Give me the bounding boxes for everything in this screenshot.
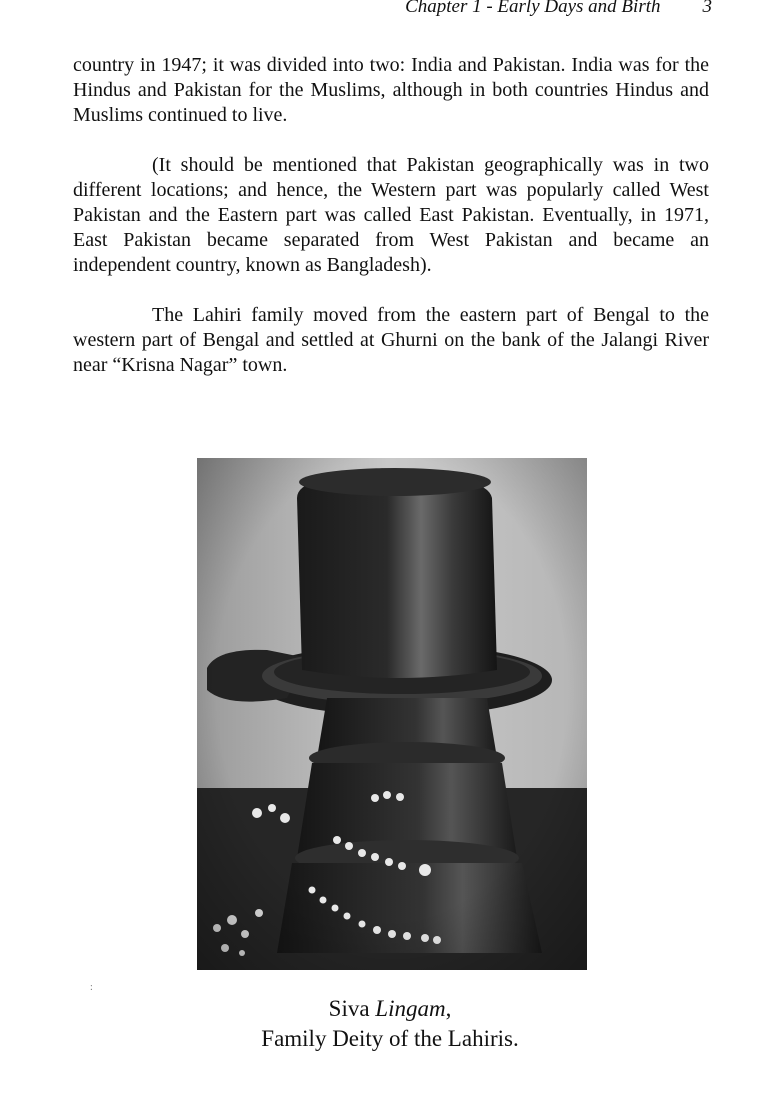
caption-comma: , [445,996,452,1021]
running-header [405,0,712,18]
paragraph-continued: country in 1947; it was divided into two: India and Pakistan. India was for the Hindus and Pakistan for the Muslims, although in both countries Hindus and Muslims continued to live. [73,54,709,126]
siva-lingam-photo [197,458,587,970]
caption-siva: Siva [328,996,376,1021]
caption-lingam: Lingam [375,996,446,1021]
paragraph-pakistan-note: (It should be mentioned that Pakistan geographically was in two different locations; and hence, the Western part was popularly called West Pakistan and the Eastern part was called East Pakistan. Eventually, in 1971, East Pakistan became separated from West Pakistan and became an independent country, known as Bangladesh). [73,154,709,276]
stray-mark: : [90,982,93,993]
chapter-title: Chapter 1 - Early Days and Birth [405,0,661,17]
body-text [73,53,709,403]
caption-line-1 [0,994,780,1024]
paragraph-lahiri-family: The Lahiri family moved from the eastern part of Bengal to the western part of Bengal and settled at Ghurni on the bank of the Jalangi River near “Krisna Nagar” town. [73,304,709,376]
caption-line-2: Family Deity of the Lahiris. [261,1026,519,1051]
photo-caption [0,994,780,1054]
page-number: 3 [702,0,712,17]
